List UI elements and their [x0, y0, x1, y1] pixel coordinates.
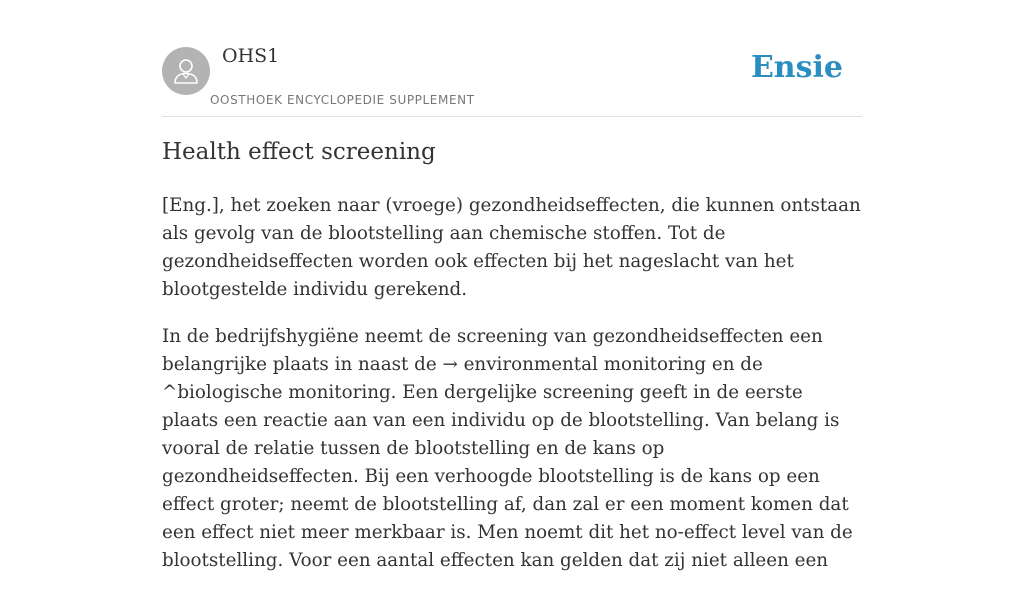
entry-content [162, 192, 862, 594]
author-avatar[interactable] [162, 47, 210, 95]
entry-header [162, 0, 862, 117]
entry-title: Health effect screening [162, 139, 436, 165]
brand-logo[interactable]: Ensie [750, 50, 843, 85]
author-name[interactable]: OHS1 [222, 45, 280, 67]
source-label[interactable]: OOSTHOEK ENCYCLOPEDIE SUPPLEMENT [210, 93, 475, 107]
user-icon [171, 56, 201, 86]
paragraph: In de bedrijfshygiëne neemt de screening van gezondheidseffecten een belangrijke plaats in naast de → environmental monitoring en de ^biologische monitoring. Een dergelijke screening geeft in de eerste plaats een reactie aan van een individu op de blootstelling. Van belang is vooral de relatie tussen de blootstelling en de kans op gezondheidseffecten. Bij een verhoogde blootstelling is de kans op een effect groter; neemt de blootstelling af, dan zal er een moment komen dat een effect niet meer merkbaar is. Men noemt dit het no-effect level van de blootstelling. Voor een aantal effecten kan gelden dat zij niet alleen een [162, 326, 853, 571]
paragraph: [Eng.], het zoeken naar (vroege) gezondheidseffecten, die kunnen ontstaan als gevolg van de blootstelling aan chemische stoffen. Tot de gezondheidseffecten worden ook effecten bij het nageslacht van het blootgestelde individu gerekend. [162, 195, 861, 300]
